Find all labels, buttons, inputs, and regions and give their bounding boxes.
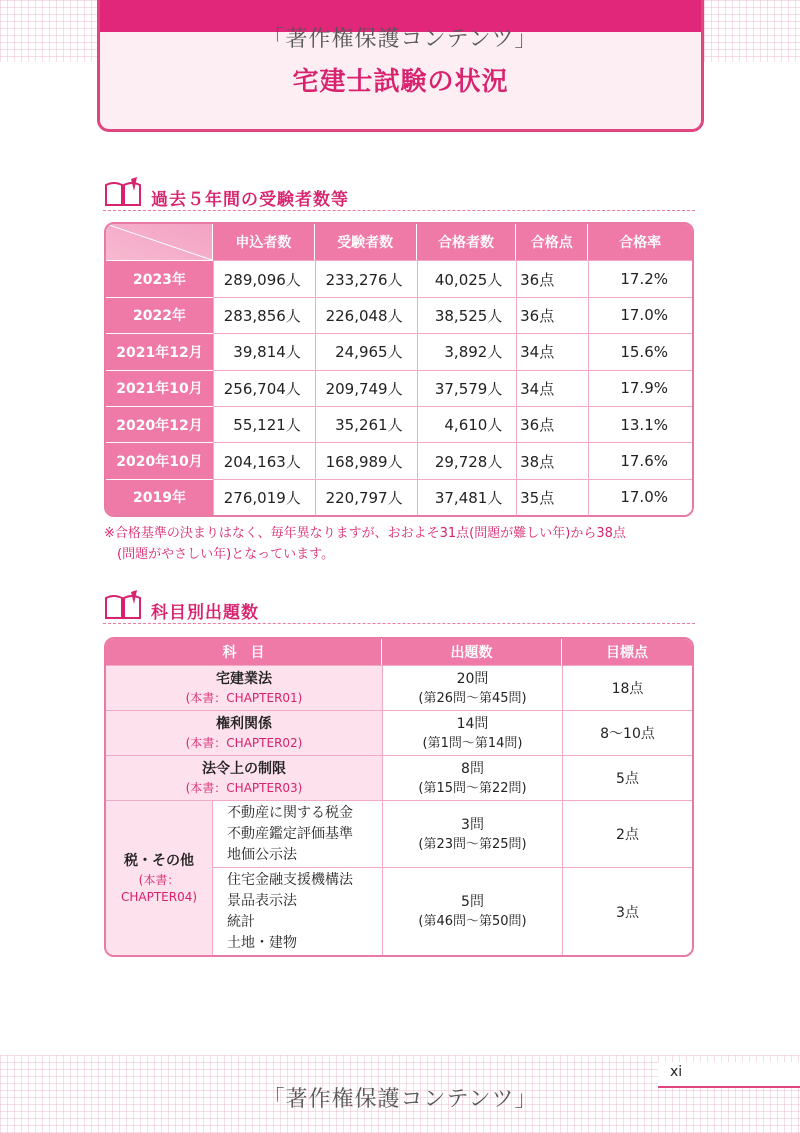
- count-cell: [382, 867, 562, 955]
- cell-pass-rate: 13.1%: [588, 406, 692, 442]
- header-subject: 科 目: [106, 639, 382, 665]
- subject-reference: (本書：CHAPTER03): [185, 781, 303, 795]
- row-year: 2020年12月: [106, 406, 213, 442]
- target-score: 5点: [562, 755, 692, 800]
- table-row: [106, 333, 692, 369]
- cell-applicants: 283,856人: [213, 297, 315, 333]
- section-title: 科目別出題数: [151, 603, 259, 623]
- cell-pass-score: 36点: [516, 406, 588, 442]
- count-cell: [382, 665, 562, 710]
- cell-pass-score: 34点: [516, 333, 588, 369]
- subject-cell: [106, 710, 382, 755]
- cell-applicants: 39,814人: [213, 333, 315, 369]
- watermark-top: 「著作権保護コンテンツ」: [262, 27, 538, 52]
- table-row: [106, 800, 692, 867]
- open-book-icon: [103, 590, 143, 620]
- cell-passers: 38,525人: [417, 297, 517, 333]
- cell-examinees: 35,261人: [315, 406, 417, 442]
- count-cell: [382, 755, 562, 800]
- cell-examinees: 209,749人: [315, 370, 417, 406]
- row-year: 2022年: [106, 297, 213, 333]
- target-score: 18点: [562, 665, 692, 710]
- question-count: 5問: [461, 894, 484, 910]
- table-row: [106, 755, 692, 800]
- cell-pass-score: 36点: [516, 297, 588, 333]
- cell-pass-rate: 17.0%: [588, 297, 692, 333]
- cell-pass-score: 35点: [516, 479, 588, 515]
- sub-item: 不動産鑑定評価基準: [227, 825, 353, 842]
- cell-examinees: 220,797人: [315, 479, 417, 515]
- header-corner: [106, 224, 213, 260]
- sub-item-list: [212, 800, 382, 867]
- cell-passers: 37,481人: [417, 479, 517, 515]
- sub-item: 不動産に関する税金: [227, 804, 353, 821]
- cell-pass-rate: 15.6%: [588, 333, 692, 369]
- subject-cell-tax: [106, 800, 212, 955]
- cell-pass-score: 36点: [516, 260, 588, 296]
- subject-reference-line-2: CHAPTER04): [120, 890, 198, 904]
- row-year: 2020年10月: [106, 442, 213, 478]
- sub-item: 景品表示法: [227, 892, 297, 909]
- section-header-subjects: [103, 588, 695, 624]
- cell-applicants: 276,019人: [213, 479, 315, 515]
- cell-pass-rate: 17.6%: [588, 442, 692, 478]
- cell-applicants: 204,163人: [213, 442, 315, 478]
- section-header-examinees: [103, 175, 695, 211]
- header-question-count: 出題数: [382, 639, 562, 665]
- cell-pass-score: 38点: [516, 442, 588, 478]
- sub-item: 住宅金融支援機構法: [227, 871, 353, 888]
- header-passers: 合格者数: [417, 224, 517, 260]
- sub-item-list: [212, 867, 382, 955]
- subject-cell: [106, 665, 382, 710]
- cell-passers: 40,025人: [417, 260, 517, 296]
- cell-applicants: 289,096人: [213, 260, 315, 296]
- table-row: [106, 260, 692, 296]
- sub-item: 統計: [227, 913, 255, 930]
- table-header-row: [106, 224, 692, 260]
- header-examinees: 受験者数: [315, 224, 417, 260]
- table-header-row: [106, 639, 692, 665]
- header-applicants: 申込者数: [213, 224, 315, 260]
- question-range: (第1問〜第14問): [422, 735, 523, 751]
- header-pass-rate: 合格率: [588, 224, 692, 260]
- question-count: 20問: [456, 670, 489, 687]
- table-row: [106, 370, 692, 406]
- cell-passers: 4,610人: [417, 406, 517, 442]
- cell-pass-rate: 17.2%: [588, 260, 692, 296]
- cell-passers: 29,728人: [417, 442, 517, 478]
- section-title: 過去５年間の受験者数等: [151, 190, 349, 210]
- page-number: xi: [670, 1064, 683, 1080]
- note-line-1: ※合格基準の決まりはなく、毎年異なりますが、おおよそ31点(問題が難しい年)から38点: [104, 526, 626, 541]
- cell-pass-rate: 17.9%: [588, 370, 692, 406]
- row-year: 2021年12月: [106, 333, 213, 369]
- watermark-bottom: 「著作権保護コンテンツ」: [262, 1087, 538, 1112]
- table-row: [106, 479, 692, 515]
- cell-pass-score: 34点: [516, 370, 588, 406]
- page-title: 宅建士試験の状況: [292, 67, 509, 97]
- cell-examinees: 24,965人: [315, 333, 417, 369]
- subject-name: 法令上の制限: [202, 761, 286, 777]
- count-cell: [382, 710, 562, 755]
- target-score: 8〜10点: [562, 710, 692, 755]
- question-range: (第46問〜第50問): [418, 914, 527, 929]
- question-count: 3問: [461, 816, 484, 833]
- cell-passers: 37,579人: [417, 370, 517, 406]
- target-score: 3点: [562, 867, 692, 955]
- title-box: [97, 0, 704, 132]
- open-book-icon: [103, 177, 143, 207]
- subject-name: 税・その他: [124, 853, 194, 869]
- row-year: 2023年: [106, 260, 213, 296]
- subject-name: 宅建業法: [216, 671, 272, 687]
- sub-item: 地価公示法: [227, 846, 297, 863]
- table-row: [106, 665, 692, 710]
- cell-examinees: 226,048人: [315, 297, 417, 333]
- cell-examinees: 233,276人: [315, 260, 417, 296]
- cell-applicants: 55,121人: [213, 406, 315, 442]
- header-target-score: 目標点: [562, 639, 692, 665]
- question-count: 14問: [456, 715, 489, 732]
- table-row: [106, 406, 692, 442]
- question-range: (第23問〜第25問): [418, 836, 527, 852]
- pass-score-note: [104, 523, 704, 565]
- subject-name: 権利関係: [216, 716, 272, 732]
- row-year: 2019年: [106, 479, 213, 515]
- cell-passers: 3,892人: [417, 333, 517, 369]
- subject-table: [104, 637, 694, 957]
- table-row: [106, 297, 692, 333]
- table-row: [106, 710, 692, 755]
- count-cell: [382, 800, 562, 867]
- subject-reference-line-1: (本書：: [138, 873, 180, 887]
- subject-reference: (本書：CHAPTER02): [185, 736, 303, 750]
- question-count: 8問: [461, 760, 484, 777]
- row-year: 2021年10月: [106, 370, 213, 406]
- sub-item: 土地・建物: [227, 934, 297, 951]
- question-range: (第15問〜第22問): [418, 780, 527, 796]
- question-range: (第26問〜第45問): [418, 690, 527, 706]
- diagonal-line: [106, 224, 212, 260]
- subject-reference: (本書：CHAPTER01): [185, 691, 303, 705]
- examinee-table: [104, 222, 694, 517]
- header-pass-score: 合格点: [516, 224, 588, 260]
- subject-cell: [106, 755, 382, 800]
- note-line-2: (問題がやさしい年)となっています。: [117, 547, 335, 562]
- cell-applicants: 256,704人: [213, 370, 315, 406]
- cell-pass-rate: 17.0%: [588, 479, 692, 515]
- target-score: 2点: [562, 800, 692, 867]
- cell-examinees: 168,989人: [315, 442, 417, 478]
- table-row: [106, 442, 692, 478]
